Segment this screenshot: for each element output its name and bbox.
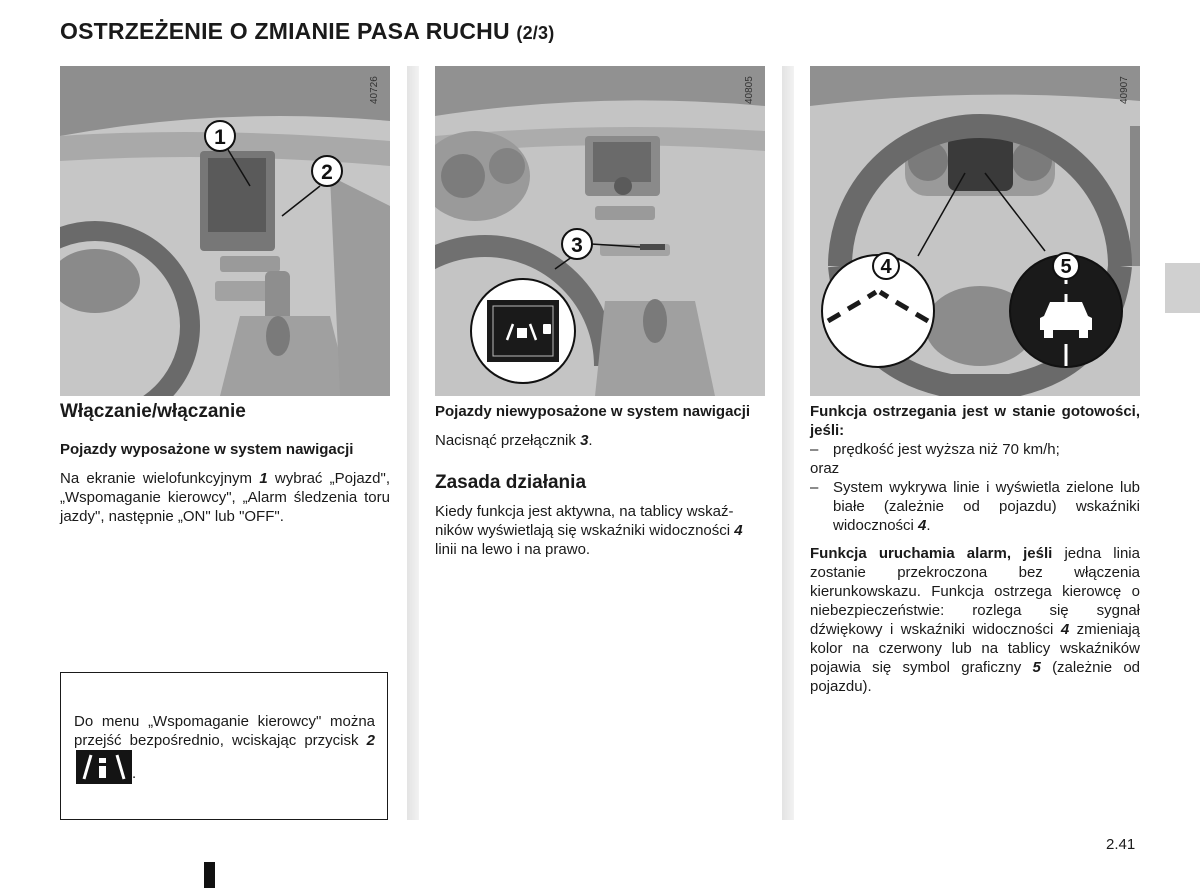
illustration-instrument-cluster	[810, 66, 1140, 396]
illustration-lane-switch	[435, 66, 765, 396]
conjunction-text: oraz	[810, 460, 840, 477]
ref-number: 4	[1060, 621, 1070, 638]
callout-2: 2	[321, 161, 333, 184]
instruction-text: Na ekranie wielofunkcyjnym	[60, 470, 253, 487]
print-mark	[204, 862, 215, 888]
column-principle	[435, 402, 765, 559]
column-divider-right	[782, 66, 794, 820]
instruction-text: Nacisnąć przełącznik	[435, 432, 576, 449]
subheading-without-navigation: Pojazdy niewyposażone w system nawigacji	[435, 403, 751, 420]
heading-principle: Zasada działania	[435, 472, 587, 493]
readiness-conditions	[810, 440, 1140, 459]
alarm-text: jedna linia zostanie przekroczona bez włączenia kierunkowskazu. Funkcja ostrzega kierowcę o niebezpieczeństwie: rozlega się sygnał dźwiękowy i wskaźniki widoczności	[810, 545, 1140, 638]
callout-5: 5	[1060, 256, 1072, 278]
info-text: .	[132, 765, 137, 782]
principle-body: Kiedy funkcja jest aktywna, na tablicy wskaźników wyświetlają się wskaźniki widoczności	[435, 503, 734, 539]
callout-3: 3	[571, 234, 583, 257]
heading-activation: Włączanie/włączanie	[60, 401, 246, 422]
readiness-heading: Funkcja ostrzegania jest w stanie gotowości, jeśli:	[810, 403, 1140, 439]
subheading-with-navigation: Pojazdy wyposażone w system nawigacji	[60, 441, 354, 458]
condition-text: .	[926, 517, 931, 534]
info-box	[60, 672, 388, 820]
info-box-text	[74, 712, 375, 784]
callout-4: 4	[880, 256, 892, 278]
callout-1: 1	[214, 126, 226, 149]
instruction-text: wybrać „Pojazd", „Wspomaganie kierowcy", „Alarm śledzenia toru jazdy", następnie „ON" lub "OFF".	[60, 470, 391, 525]
column-activation	[60, 402, 390, 526]
illustration-ref: 40726	[369, 76, 380, 104]
page-title-part: (2/3)	[516, 23, 555, 43]
page-number: 2.41	[1106, 836, 1136, 853]
lane-assist-button-icon	[76, 750, 132, 784]
ref-number: 5	[1032, 659, 1041, 676]
principle-body: linii na lewo i na prawo.	[435, 541, 591, 558]
illustration-multimedia-screen	[60, 66, 390, 396]
switch-instruction	[435, 431, 765, 450]
principle-text	[435, 502, 765, 559]
alarm-lead: Funkcja uruchamia alarm, jeśli	[810, 545, 1053, 562]
ref-number: 3	[580, 432, 589, 449]
column-conditions	[810, 402, 1140, 696]
ref-number: 2	[366, 732, 375, 749]
activation-instructions	[60, 469, 390, 526]
condition-lines-detected	[810, 478, 1140, 535]
illustration-ref: 40805	[744, 76, 755, 104]
page-title-main: OSTRZEŻENIE O ZMIANIE PASA RUCHU	[60, 18, 510, 44]
instruction-text: .	[588, 432, 593, 449]
ref-number: 4	[734, 522, 743, 539]
page-title	[60, 18, 554, 45]
column-divider-left	[407, 66, 419, 820]
condition-speed: – prędkość jest wyższa niż 70 km/h;	[810, 440, 1140, 459]
section-tab	[1165, 263, 1200, 313]
illustration-ref: 40907	[1119, 76, 1130, 104]
readiness-conditions	[810, 478, 1140, 535]
condition-text: System wykrywa linie i wyświetla zielone lub białe (zależnie od pojazdu) wskaźniki widoczności	[833, 479, 1140, 534]
alarm-description	[810, 544, 1140, 696]
alarm-text: zmieniają kolor na czerwony lub na tablicy wskaźników pojawia się symbol graficzny	[810, 621, 1141, 676]
ref-number: 4	[918, 517, 927, 534]
info-text: Do menu „Wspomaganie kierowcy" można przejść bezpośrednio, wciskając przycisk	[74, 713, 375, 749]
alarm-text: (zależnie od pojazdu).	[810, 659, 1141, 695]
ref-number: 1	[259, 470, 268, 487]
